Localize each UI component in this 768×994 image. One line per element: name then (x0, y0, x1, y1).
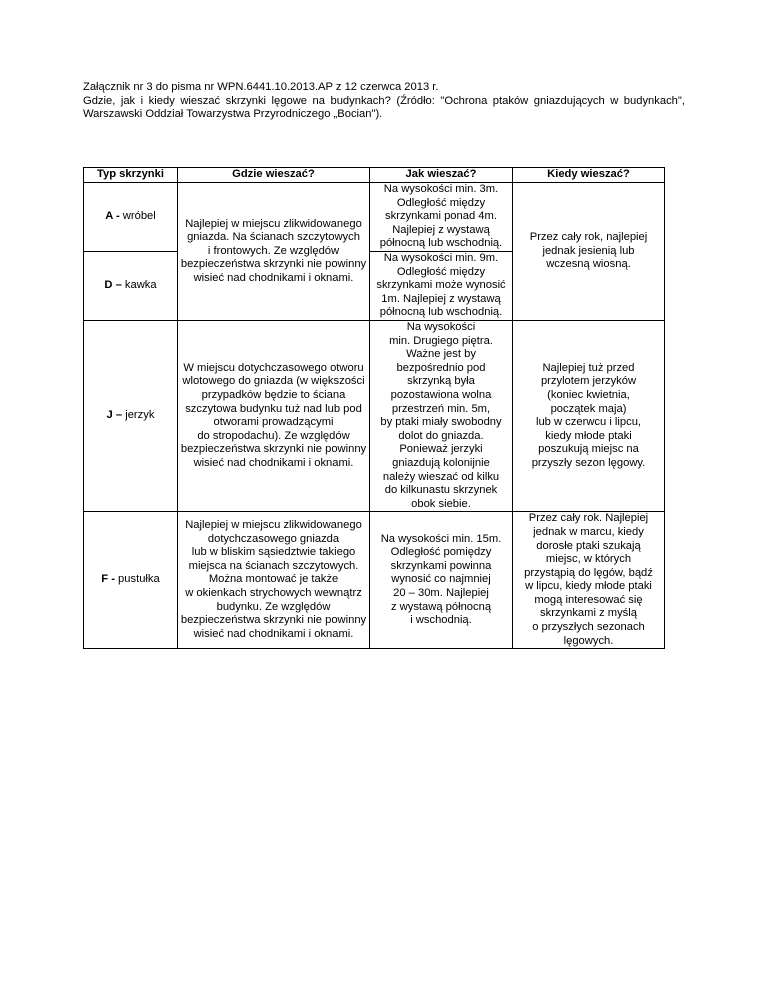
where-text: Najlepiej w miejscu zlikwidowanego dotychczasowego gniazda lub w bliskim sąsiedztwie takiego miejsca na ścianach szczytowych. Można montować je także w okienkach strychowych wewnątrz budynku. Ze względów bezpieczeństwa skrzynki nie powinny wisieć nad chodnikami i oknami. (180, 519, 367, 640)
box-type-letter: F - (101, 573, 115, 586)
when-cell (513, 183, 665, 321)
table-row (84, 321, 665, 512)
how-text: Na wysokości min. 15m. Odległość pomiędzy skrzynkami powinna wynosić co najmniej 20 – 30m. Najlepiej z wystawą północną i wschodnią. (380, 532, 502, 627)
header-where: Gdzie wieszać? (178, 168, 370, 183)
when-cell (513, 321, 665, 512)
how-text: Na wysokości min. 9m. Odległość między skrzynkami może wynosić 1m. Najlepiej z wystawą północną lub wschodnią. (376, 252, 506, 319)
how-text: Na wysokości min. Drugiego piętra. Ważne jest by bezpośrednio pod skrzynką była pozostawiona wolna przestrzeń min. 5m, by ptaki miały swobodny dolot do gniazda. Ponieważ jerzyki gniazdują kolonijnie należy wieszać od kilku do kilkunastu skrzynek obok siebie. (380, 321, 502, 510)
box-type-name: kawka (121, 279, 157, 292)
table-header-row (84, 168, 665, 183)
when-text: Najlepiej tuż przed przylotem jerzyków (koniec kwietnia, początek maja) lub w czerwcu i lipcu, kiedy młode ptaki poszukują miejsc na przyszły sezon lęgowy. (531, 361, 646, 469)
how-cell (370, 252, 513, 321)
where-cell (178, 183, 370, 321)
table-row (84, 183, 665, 252)
box-type-cell (84, 512, 178, 649)
box-type-letter: J – (106, 409, 123, 422)
when-text: Przez cały rok, najlepiej jednak jesienią lub wczesną wiosną. (529, 231, 648, 271)
how-cell (370, 183, 513, 252)
nest-box-table (83, 167, 665, 649)
box-type-cell (84, 321, 178, 512)
where-cell (178, 512, 370, 649)
document-intro (83, 81, 685, 122)
where-text: W miejscu dotychczasowego otworu wlotowego do gniazda (w większości przypadków będzie to ściana szczytowa budynku tuż nad lub pod otworami prowadzącymi do stropodachu). Ze względów bezpieczeństwa skrzynki nie powinny wisieć nad chodnikami i oknami. (180, 361, 367, 469)
when-cell (513, 512, 665, 649)
box-type-name: wróbel (119, 210, 156, 223)
header-box-type: Typ skrzynki (84, 168, 178, 183)
how-cell (370, 512, 513, 649)
header-when: Kiedy wieszać? (513, 168, 665, 183)
document-question: Gdzie, jak i kiedy wieszać skrzynki lęgowe na budynkach? (Źródło: "Ochrona ptaków gniazdujących w budynkach", Warszawski Oddział Towarzystwa Przyrodniczego „Bocian"). (83, 94, 685, 121)
where-cell (178, 321, 370, 512)
box-type-cell (84, 252, 178, 321)
header-how: Jak wieszać? (370, 168, 513, 183)
table-row (84, 512, 665, 649)
box-type-letter: D – (104, 279, 122, 292)
how-text: Na wysokości min. 3m. Odległość między skrzynkami ponad 4m. Najlepiej z wystawą północną lub wschodnią. (379, 183, 503, 250)
when-text: Przez cały rok. Najlepiej jednak w marcu, kiedy dorosłe ptaki szukają miejsc, w których przystąpią do lęgów, bądź w lipcu, kiedy młode ptaki mogą interesować się skrzynkami z myślą o przyszłych sezonach lęgowych. (524, 512, 653, 647)
box-type-name: jerzyk (122, 409, 155, 422)
how-cell (370, 321, 513, 512)
box-type-letter: A - (105, 210, 120, 223)
attachment-header: Załącznik nr 3 do pisma nr WPN.6441.10.2013.AP z 12 czerwca 2013 r. (83, 81, 439, 93)
where-text: Najlepiej w miejscu zlikwidowanego gniazda. Na ścianach szczytowych i frontowych. Ze względów bezpieczeństwa skrzynki nie powinny wisieć nad chodnikami i oknami. (180, 217, 367, 284)
box-type-cell (84, 183, 178, 252)
box-type-name: pustułka (114, 573, 160, 586)
